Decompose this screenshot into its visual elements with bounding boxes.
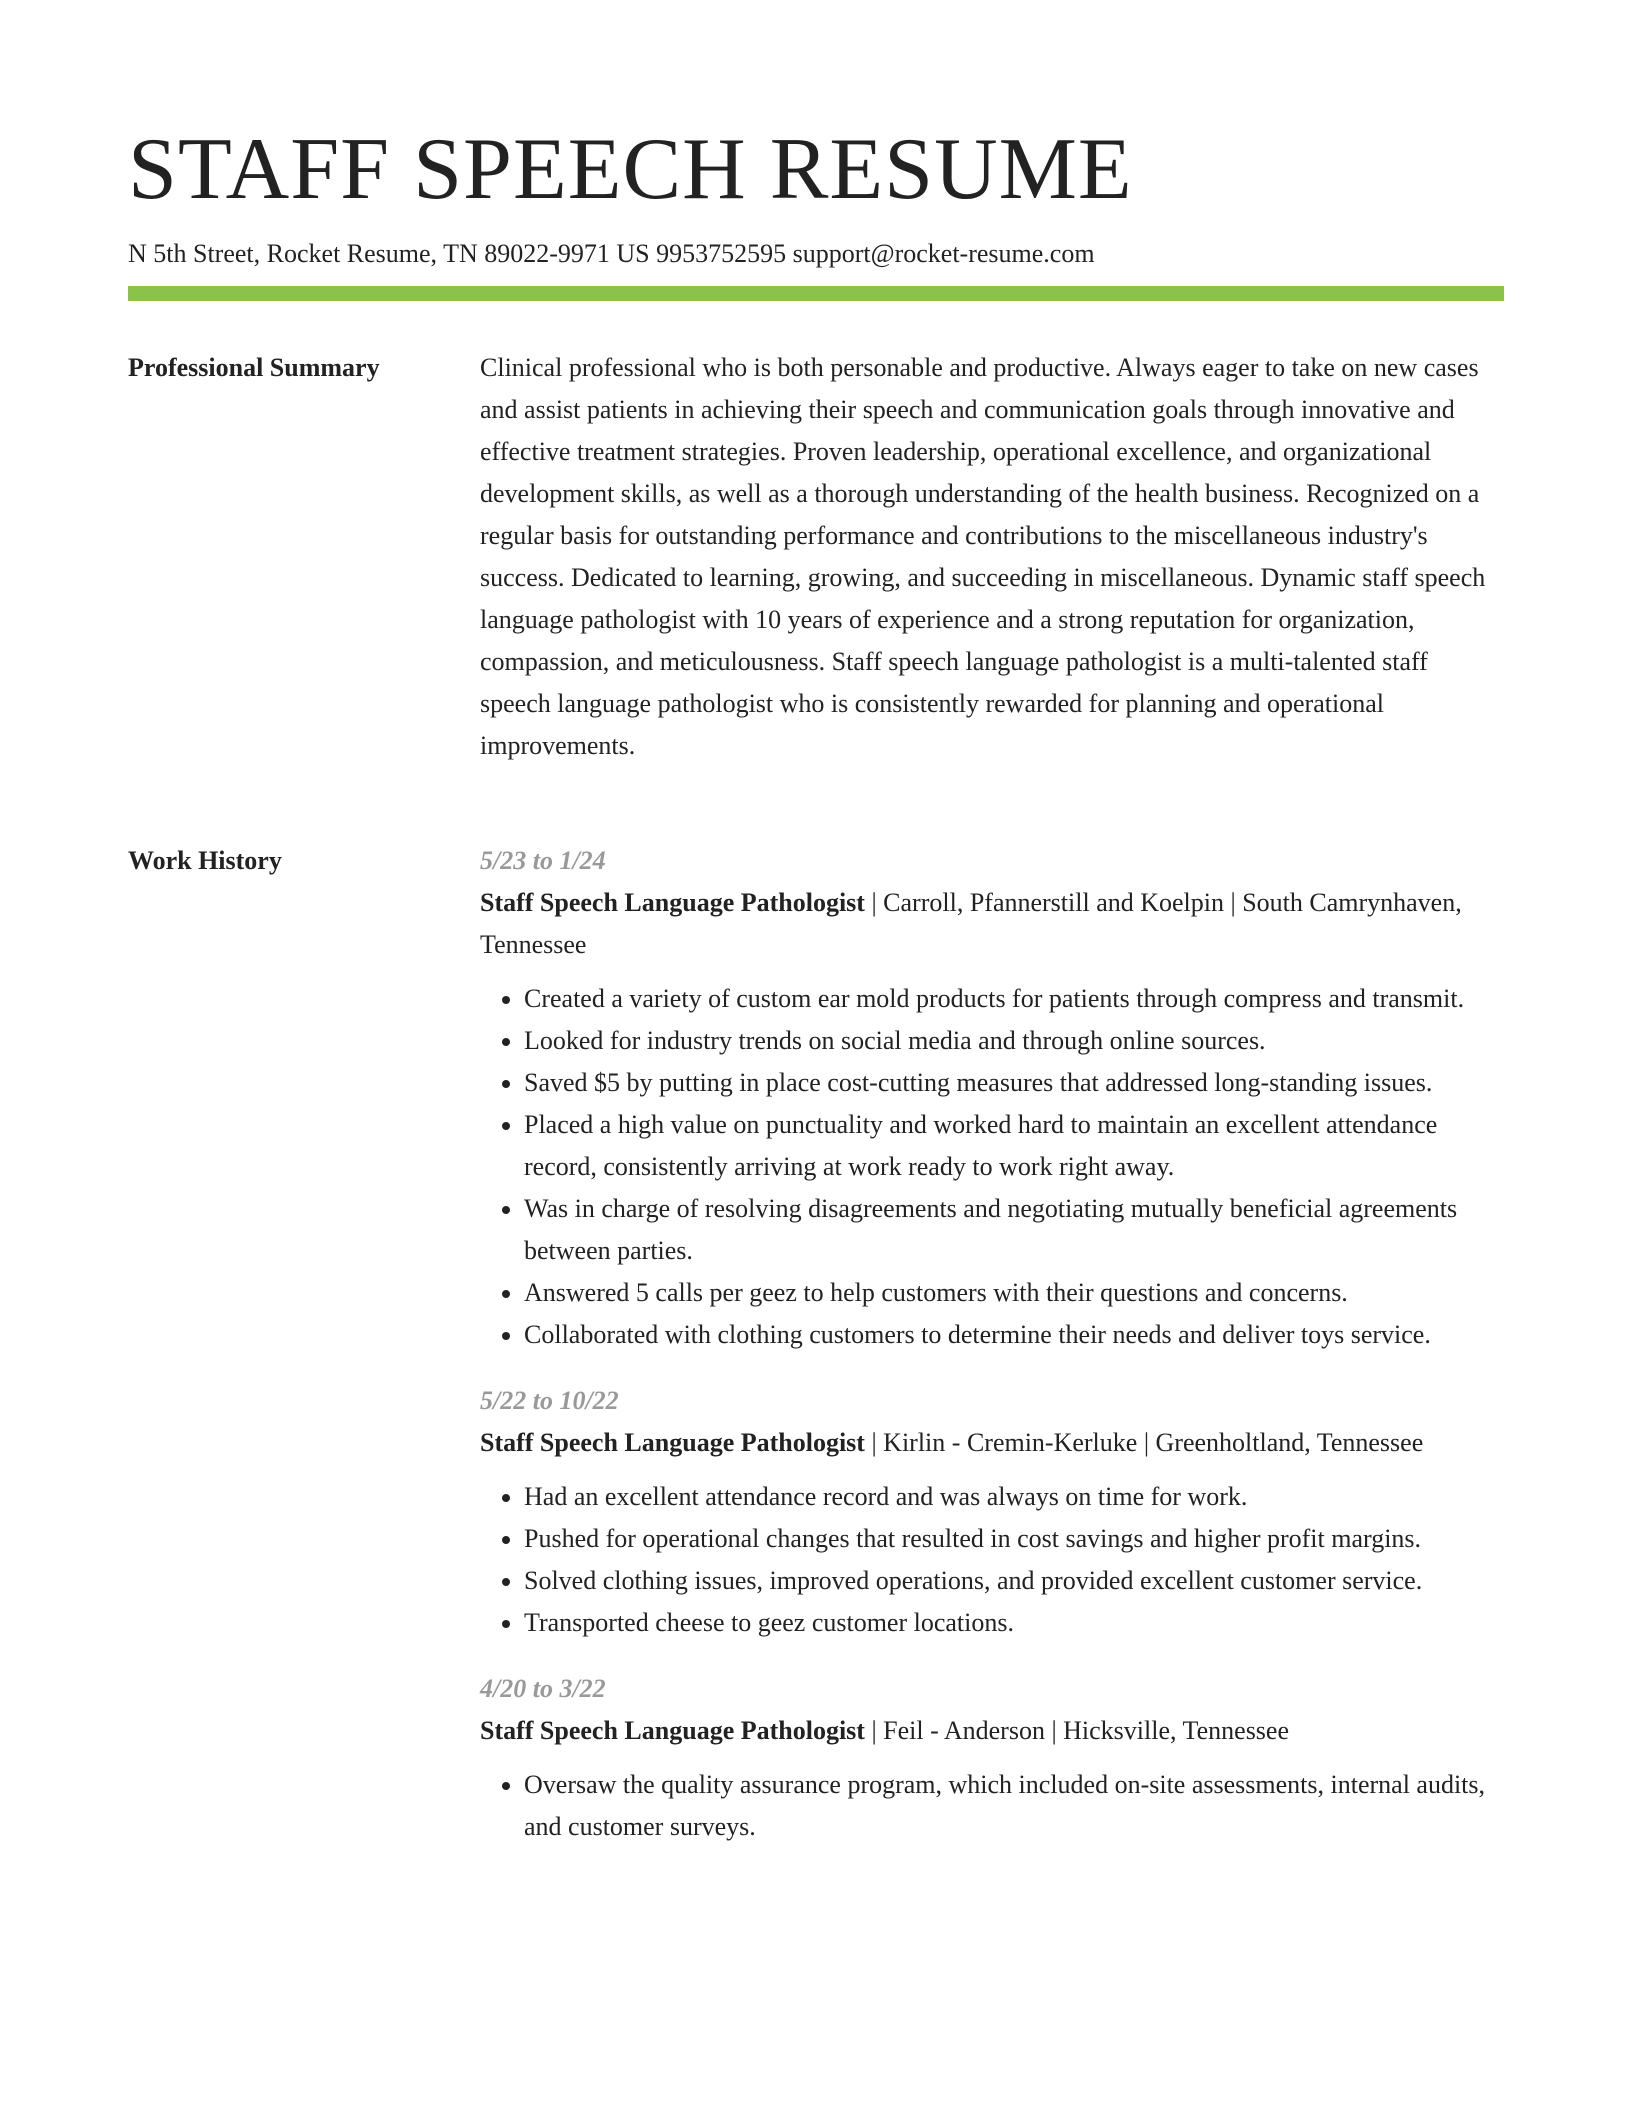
job-heading: [480, 1710, 1500, 1752]
summary-body: [480, 347, 1500, 767]
contact-line: N 5th Street, Rocket Resume, TN 89022-9971 US 9953752595 support@rocket-resume.com: [128, 239, 1095, 268]
resume-header: [128, 118, 1504, 270]
job-title: Staff Speech Language Pathologist: [480, 1428, 865, 1457]
job-bullet: • Placed a high value on punctuality and worked hard to maintain an excellent attendance record, consistently arriving at work ready to work right away.: [524, 1104, 1500, 1188]
job-bullet: • Collaborated with clothing customers to determine their needs and deliver toys service.: [524, 1314, 1500, 1356]
summary-text: Clinical professional who is both personable and productive. Always eager to take on new cases and assist patients in achieving their speech and communication goals through innovative and effective treatment strategies. Proven leadership, operational excellence, and organizational development skills, as well as a thorough understanding of the health business. Recognized on a regular basis for outstanding performance and contributions to the miscellaneous industry's success. Dedicated to learning, growing, and succeeding in miscellaneous. Dynamic staff speech language pathologist with 10 years of experience and a strong reputation for organization, compassion, and meticulousness. Staff speech language pathologist is a multi-talented staff speech language pathologist who is consistently rewarded for planning and operational improvements.: [480, 353, 1486, 760]
job-details: | Kirlin - Cremin-Kerluke | Greenholtland, Tennessee: [864, 1428, 1424, 1457]
section-label-summary: Professional Summary: [128, 353, 380, 382]
job-bullet: • Saved $5 by putting in place cost-cutting measures that addressed long-standing issues.: [524, 1062, 1500, 1104]
job-heading: [480, 882, 1500, 966]
job-entry: [480, 840, 1500, 1356]
job-bullet: • Transported cheese to geez customer locations.: [524, 1602, 1500, 1644]
section-label-work-history: Work History: [128, 846, 282, 875]
job-bullet: • Looked for industry trends on social media and through online sources.: [524, 1020, 1500, 1062]
resume-title: STAFF SPEECH RESUME: [128, 121, 1133, 218]
job-bullet-list: [480, 978, 1500, 1356]
job-details: | Feil - Anderson | Hicksville, Tennessee: [864, 1716, 1290, 1745]
job-heading: [480, 1422, 1500, 1464]
header-divider: [128, 286, 1504, 301]
job-dates: 4/20 to 3/22: [480, 1674, 606, 1703]
work-history-body: [480, 840, 1500, 1872]
job-bullet: • Oversaw the quality assurance program, which included on-site assessments, internal audits, and customer surveys.: [524, 1764, 1500, 1848]
job-bullet: • Was in charge of resolving disagreements and negotiating mutually beneficial agreements between parties.: [524, 1188, 1500, 1272]
job-bullet: • Created a variety of custom ear mold products for patients through compress and transmit.: [524, 978, 1500, 1020]
job-bullet-list: [480, 1476, 1500, 1644]
job-title: Staff Speech Language Pathologist: [480, 1716, 865, 1745]
job-details: | Carroll, Pfannerstill and Koelpin | South Camrynhaven, Tennessee: [480, 888, 1462, 959]
job-title: Staff Speech Language Pathologist: [480, 888, 865, 917]
job-bullet: • Solved clothing issues, improved operations, and provided excellent customer service.: [524, 1560, 1500, 1602]
job-entry: [480, 1380, 1500, 1644]
job-bullet: • Had an excellent attendance record and was always on time for work.: [524, 1476, 1500, 1518]
job-bullet-list: [480, 1764, 1500, 1848]
job-dates: 5/22 to 10/22: [480, 1386, 619, 1415]
job-bullet: • Pushed for operational changes that resulted in cost savings and higher profit margins.: [524, 1518, 1500, 1560]
job-entry: [480, 1668, 1500, 1848]
job-dates: 5/23 to 1/24: [480, 846, 606, 875]
job-bullet: • Answered 5 calls per geez to help customers with their questions and concerns.: [524, 1272, 1500, 1314]
